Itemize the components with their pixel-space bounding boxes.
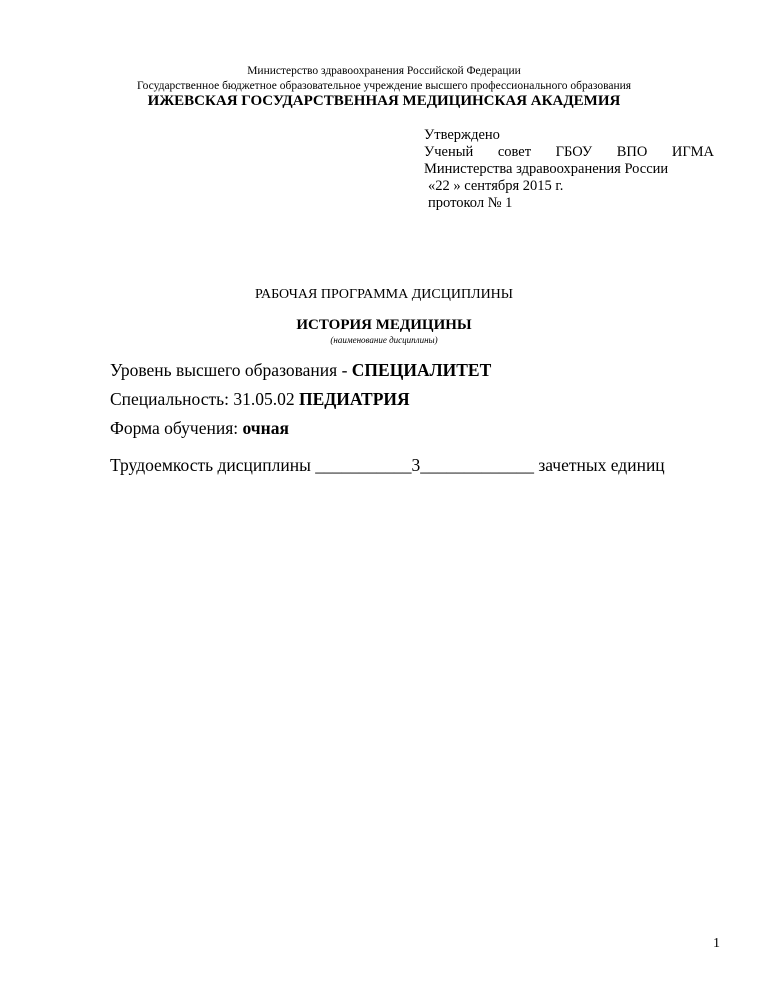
approval-council-word: ВПО <box>616 144 648 160</box>
approval-block <box>424 127 714 212</box>
approval-council-word: ГБОУ <box>555 144 593 160</box>
approval-approved: Утверждено <box>424 127 500 143</box>
specialty-value: ПЕДИАТРИЯ <box>298 389 410 409</box>
approval-council-word: совет <box>497 144 532 160</box>
program-title: РАБОЧАЯ ПРОГРАММА ДИСЦИПЛИНЫ <box>255 287 513 302</box>
institution-header: Государственное бюджетное образовательное учреждение высшего профессионального образования <box>136 80 632 92</box>
specialty <box>110 389 410 410</box>
page-number: 1 <box>713 936 720 951</box>
study-form <box>110 418 289 439</box>
approval-council <box>424 144 714 161</box>
ministry-header: Министерство здравоохранения Российской Федерации <box>247 65 521 77</box>
approval-ministry: Министерства здравоохранения России <box>424 161 669 177</box>
study-form-value: очная <box>242 418 289 438</box>
labor-intensity: Трудоемкость дисциплины ___________3_____________ зачетных единиц <box>110 455 665 475</box>
discipline-name: ИСТОРИЯ МЕДИЦИНЫ <box>296 317 472 333</box>
education-level-label: Уровень высшего образования - <box>110 360 352 380</box>
study-form-label: Форма обучения: <box>110 418 243 438</box>
approval-protocol: протокол № 1 <box>428 195 513 211</box>
specialty-label: Специальность: 31.05.02 <box>110 389 299 409</box>
academy-title: ИЖЕВСКАЯ ГОСУДАРСТВЕННАЯ МЕДИЦИНСКАЯ АКАДЕМИЯ <box>147 93 621 109</box>
approval-date: «22 » сентября 2015 г. <box>428 178 564 194</box>
approval-council-word: ИГМА <box>671 144 714 160</box>
discipline-caption: (наименование дисциплины) <box>330 335 438 345</box>
approval-council-word: Ученый <box>424 144 474 160</box>
education-level <box>110 360 491 381</box>
education-level-value: СПЕЦИАЛИТЕТ <box>351 360 492 380</box>
